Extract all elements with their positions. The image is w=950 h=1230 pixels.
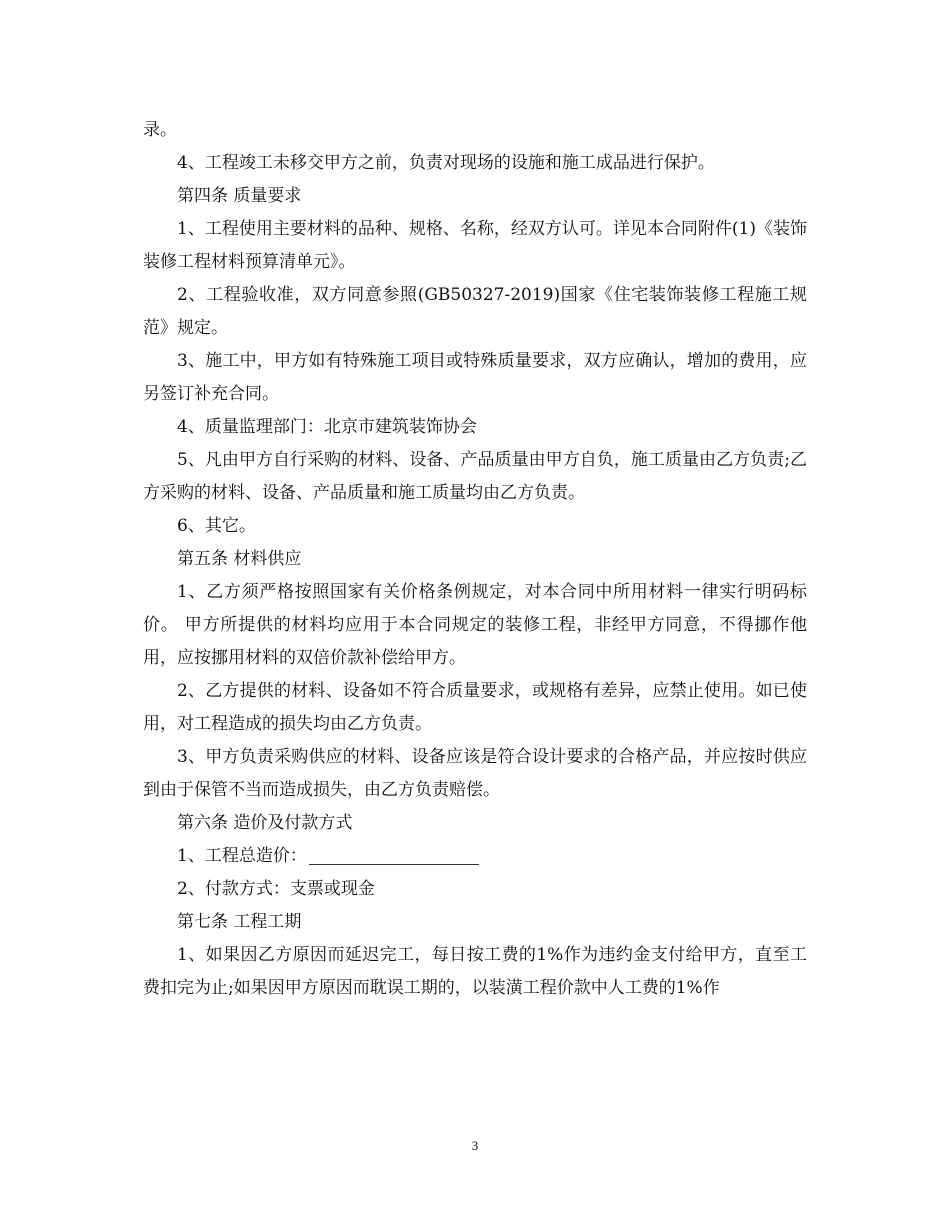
- clause-6-2: 2、付款方式：支票或现金: [177, 879, 375, 899]
- clause-4-5: 5、凡由甲方自行采购的材料、设备、产品质量由甲方自负，施工质量由乙方负责;乙方采购的材料、设备、产品质量和施工质量均由乙方负责。: [143, 450, 807, 503]
- total-cost-blank-line: [309, 844, 479, 865]
- clause-4-1: 1、工程使用主要材料的品种、规格、名称，经双方认可。详见本合同附件(1)《装饰装修工程材料预算清单元》。: [143, 219, 807, 272]
- clause-4-6: 6、其它。: [177, 516, 256, 536]
- clause-6-1-label: 1、工程总造价：: [177, 846, 307, 866]
- clause-4-2: 2、工程验收准，双方同意参照(GB50327-2019)国家《住宅装饰装修工程施工规范》规定。: [143, 285, 807, 338]
- clause-5-1: 1、乙方须严格按照国家有关价格条例规定，对本合同中所用材料一律实行明码标价。 甲方所提供的材料均应用于本合同规定的装修工程，非经甲方同意，不得挪作他用，应按挪用材料的双倍价款补偿给甲方。: [143, 582, 807, 668]
- article-4-heading: 第四条 质量要求: [177, 186, 302, 206]
- clause-5-2: 2、乙方提供的材料、设备如不符合质量要求，或规格有差异，应禁止使用。如已使用，对工程造成的损失均由乙方负责。: [143, 681, 807, 734]
- continued-text: 录。: [143, 120, 177, 140]
- page-number: 3: [471, 1138, 479, 1153]
- clause-4-3: 3、施工中，甲方如有特殊施工项目或特殊质量要求，双方应确认，增加的费用，应另签订补充合同。: [143, 351, 807, 404]
- clause-3-4: 4、工程竣工未移交甲方之前，负责对现场的设施和施工成品进行保护。: [177, 153, 715, 173]
- document-body: [143, 114, 807, 1005]
- article-5-heading: 第五条 材料供应: [177, 549, 302, 569]
- article-6-heading: 第六条 造价及付款方式: [177, 813, 353, 833]
- clause-6-1: [143, 840, 807, 873]
- clause-4-4: 4、质量监理部门：北京市建筑装饰协会: [177, 417, 477, 437]
- article-7-heading: 第七条 工程工期: [177, 912, 302, 932]
- clause-5-3: 3、甲方负责采购供应的材料、设备应该是符合设计要求的合格产品，并应按时供应到由于保管不当而造成损失，由乙方负责赔偿。: [143, 747, 807, 800]
- clause-7-1: 1、如果因乙方原因而延迟完工，每日按工费的1%作为违约金支付给甲方，直至工费扣完为止;如果因甲方原因而耽误工期的，以装潢工程价款中人工费的1%作: [143, 945, 807, 998]
